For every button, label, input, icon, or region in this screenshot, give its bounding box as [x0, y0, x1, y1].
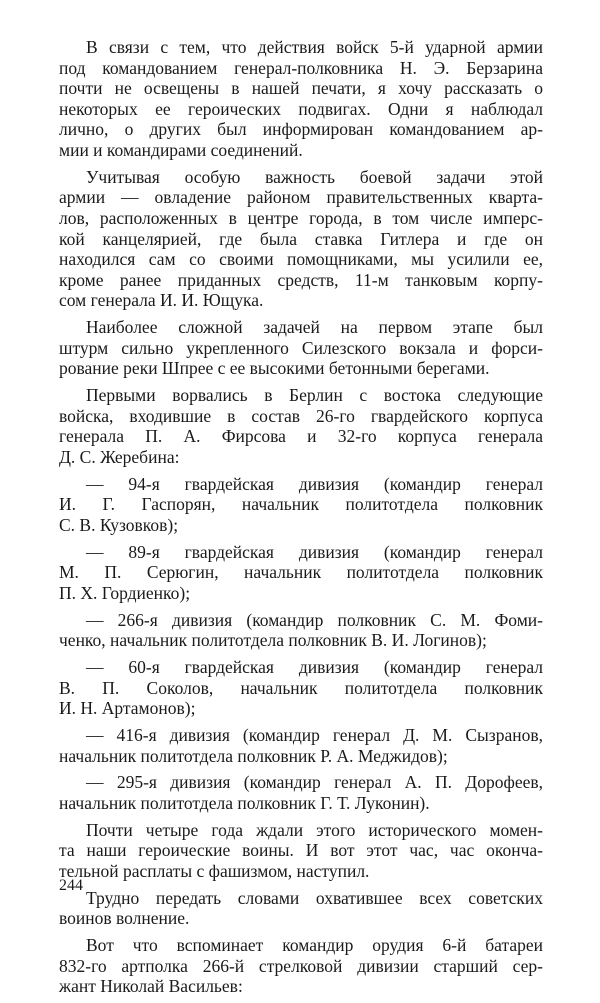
text-line: В. П. Соколов, начальник политотдела полковник	[59, 677, 543, 698]
text-line: под командованием генерал-полковника Н. Э. Берзарина	[59, 57, 543, 78]
text-line: штурм сильно укрепленного Силезского вокзала и форси-	[59, 337, 543, 358]
paragraph	[59, 820, 543, 882]
text-line: — 89-я гвардейская дивизия (командир генерал	[86, 541, 543, 562]
paragraph	[59, 167, 543, 311]
text-line: лично, о других был информирован командованием ар-	[59, 119, 543, 140]
text-line: Трудно передать словами охватившее всех советских	[86, 887, 543, 908]
text-line: Наиболее сложной задачей на первом этапе был	[86, 317, 543, 338]
text-line: начальник политотдела полковник Р. А. Меджидов);	[59, 745, 448, 766]
text-line: С. В. Кузовков);	[59, 514, 179, 535]
paragraph	[59, 725, 543, 766]
text-line: генерала П. А. Фирсова и 32-го корпуса генерала	[59, 426, 543, 447]
paragraph	[59, 542, 543, 604]
paragraph	[59, 317, 543, 379]
paragraph	[59, 888, 543, 929]
paragraph	[59, 772, 543, 813]
text-line: М. П. Серюгин, начальник политотдела полковник	[59, 562, 543, 583]
text-line: И. Г. Гаспорян, начальник политотдела полковник	[59, 494, 543, 515]
text-line: — 60-я гвардейская дивизия (командир генерал	[86, 656, 543, 677]
text-line: Почти четыре года ждали этого исторического момен-	[86, 819, 543, 840]
page-number: 244	[59, 877, 83, 894]
text-line: — 416-я дивизия (командир генерал Д. М. Сызранов,	[86, 724, 543, 745]
paragraph	[59, 385, 543, 467]
paragraph	[59, 610, 543, 651]
text-line: — 94-я гвардейская дивизия (командир генерал	[86, 473, 543, 494]
text-line: Д. С. Жеребина:	[59, 446, 180, 467]
text-line: — 295-я дивизия (командир генерал А. П. Дорофеев,	[86, 772, 543, 793]
text-line: Первыми ворвались в Берлин с востока следующие	[86, 385, 543, 406]
text-line: кроме ранее приданных средств, 11-м танковым корпу-	[59, 269, 543, 290]
text-line: мии и командирами соединений.	[59, 139, 303, 160]
text-line: жант Николай Васильев:	[59, 976, 243, 997]
text-line: некоторых ее героических подвигах. Одни я наблюдал	[59, 98, 543, 119]
text-line: И. Н. Артамонов);	[59, 698, 196, 719]
text-line: кой канцелярией, где была ставка Гитлера и где он	[59, 228, 543, 249]
paragraph	[59, 935, 543, 997]
text-line: начальник политотдела полковник Г. Т. Луконин).	[59, 792, 430, 813]
text-line: В связи с тем, что действия войск 5-й ударной армии	[86, 37, 543, 57]
text-line: рование реки Шпрее с ее высокими бетонными берегами.	[59, 358, 490, 379]
text-line: ченко, начальник политотдела полковник В. И. Логинов);	[59, 630, 487, 651]
text-line: воинов волнение.	[59, 908, 190, 929]
text-line: та наши героические воины. И вот этот час, час оконча-	[59, 840, 543, 861]
text-line: 832-го артполка 266-й стрелковой дивизии старший сер-	[59, 955, 543, 976]
text-line: — 266-я дивизия (командир полковник С. М. Фоми-	[86, 609, 543, 630]
text-line: находился сам со своими помощниками, мы усилили ее,	[59, 249, 543, 270]
text-line: тельной расплаты с фашизмом, наступил.	[59, 860, 370, 881]
text-line: П. Х. Гордиенко);	[59, 582, 191, 603]
text-line: Вот что вспоминает командир орудия 6-й батареи	[86, 935, 543, 955]
paragraph	[59, 37, 543, 161]
page-text	[59, 37, 543, 1003]
text-line: войска, входившие в состав 26-го гвардейского корпуса	[59, 405, 543, 426]
paragraph	[59, 657, 543, 719]
text-line: армии — овладение районом правительственных кварта-	[59, 187, 543, 208]
text-line: Учитывая особую важность боевой задачи этой	[86, 166, 543, 187]
text-line: лов, расположенных в центре города, в том числе имперс-	[59, 207, 543, 228]
text-line: сом генерала И. И. Ющука.	[59, 290, 264, 311]
text-line: почти не освещены в нашей печати, я хочу рассказать о	[59, 78, 543, 99]
paragraph	[59, 474, 543, 536]
